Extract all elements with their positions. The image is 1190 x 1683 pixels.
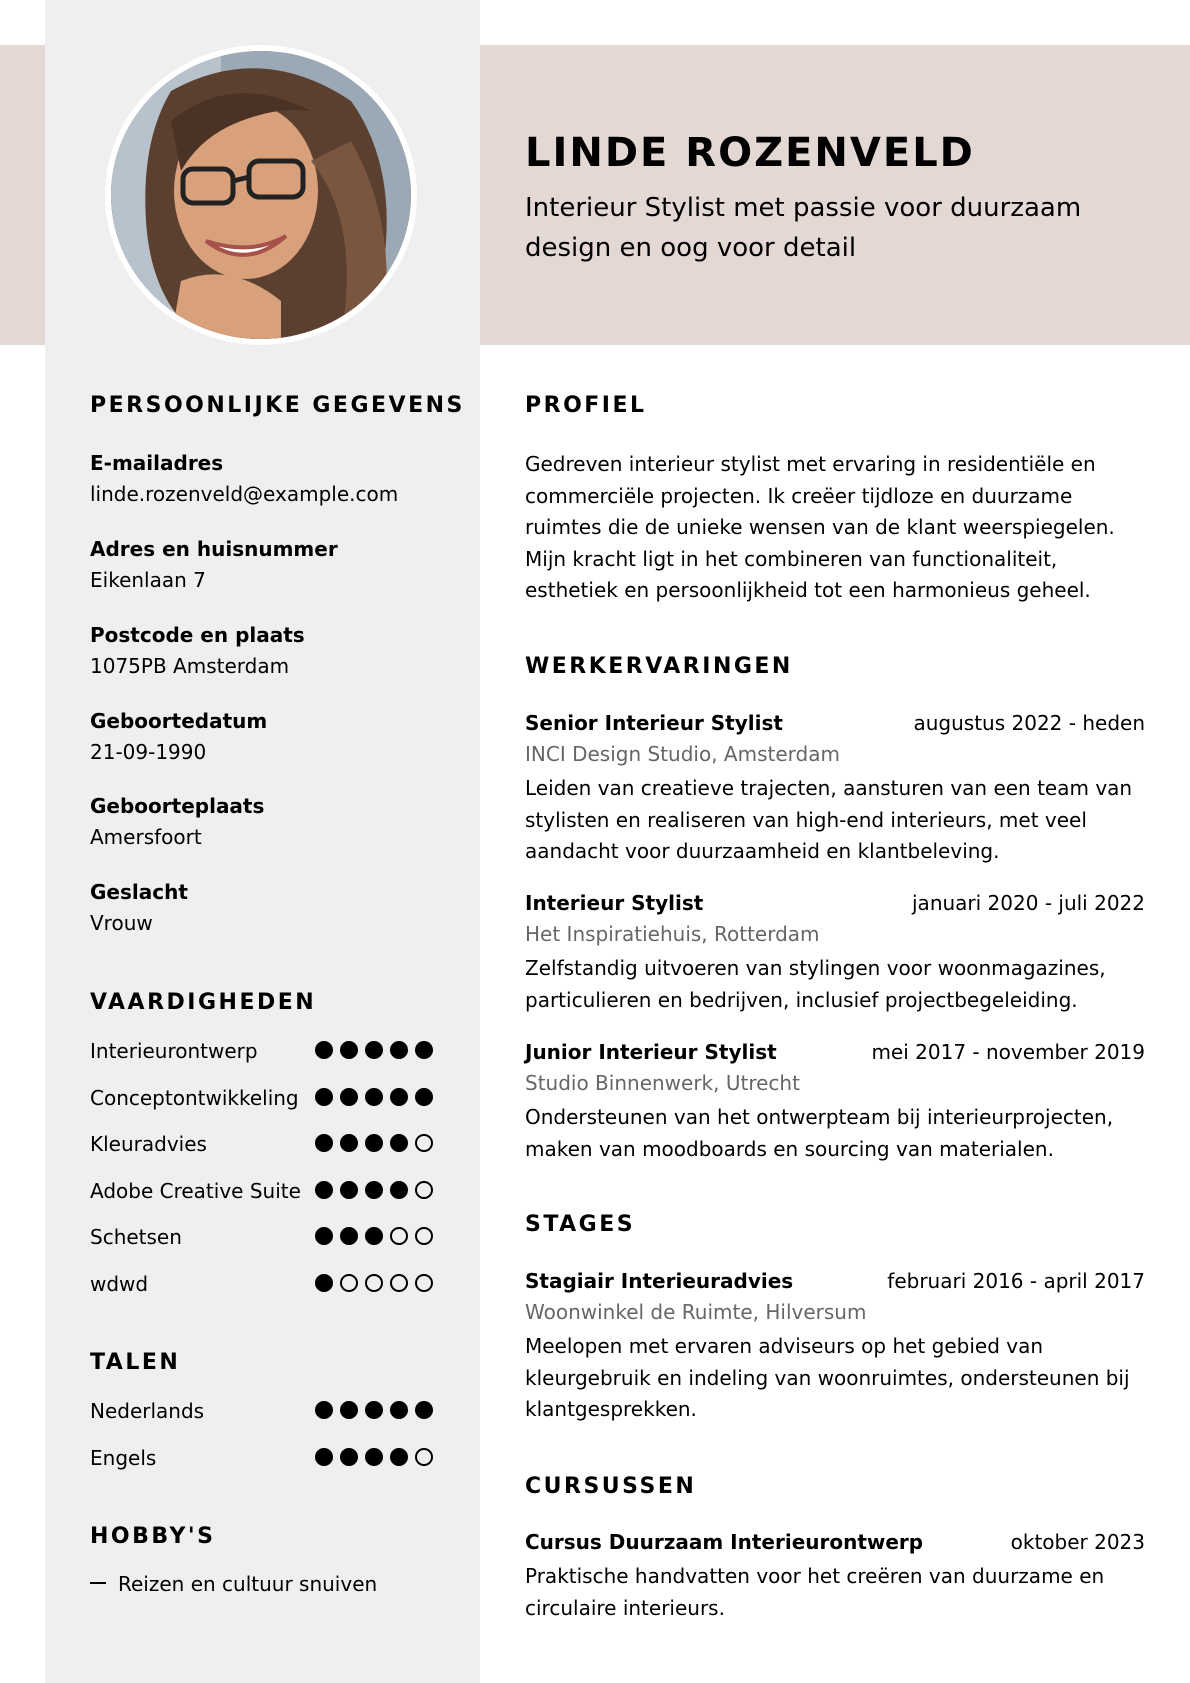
course-date: oktober 2023 bbox=[1010, 1530, 1145, 1554]
filled-dot-icon bbox=[415, 1401, 433, 1419]
skill-row bbox=[90, 1179, 435, 1209]
filled-dot-icon bbox=[365, 1134, 383, 1152]
skills-heading: VAARDIGHEDEN bbox=[90, 990, 317, 1015]
filled-dot-icon bbox=[365, 1401, 383, 1419]
job-company: Het Inspiratiehuis, Rotterdam bbox=[525, 922, 820, 946]
skill-name: wdwd bbox=[90, 1271, 149, 1296]
gender-value: Vrouw bbox=[90, 911, 153, 935]
filled-dot-icon bbox=[365, 1448, 383, 1466]
personal-heading: PERSOONLIJKE GEGEVENS bbox=[90, 393, 465, 418]
hobbies-heading: HOBBY'S bbox=[90, 1524, 216, 1549]
avatar bbox=[111, 51, 411, 339]
languages-heading: TALEN bbox=[90, 1350, 181, 1375]
profile-heading: PROFIEL bbox=[525, 393, 647, 418]
skill-row bbox=[90, 1225, 435, 1255]
profile-photo-frame bbox=[105, 45, 417, 345]
internship-title: Stagiair Interieuradvies bbox=[525, 1269, 794, 1293]
course-title: Cursus Duurzaam Interieurontwerp bbox=[525, 1530, 924, 1554]
filled-dot-icon bbox=[365, 1227, 383, 1245]
filled-dot-icon bbox=[340, 1181, 358, 1199]
birthplace-value: Amersfoort bbox=[90, 825, 202, 849]
filled-dot-icon bbox=[390, 1134, 408, 1152]
birthdate-value: 21-09-1990 bbox=[90, 740, 207, 764]
internship-date: februari 2016 - april 2017 bbox=[887, 1269, 1145, 1293]
filled-dot-icon bbox=[315, 1401, 333, 1419]
birthdate-label: Geboortedatum bbox=[90, 709, 268, 733]
skill-rating bbox=[315, 1041, 440, 1063]
birthplace-label: Geboorteplaats bbox=[90, 794, 265, 818]
job-company: INCI Design Studio, Amsterdam bbox=[525, 742, 840, 766]
skill-name: Interieurontwerp bbox=[90, 1039, 258, 1063]
internship-description: Meelopen met ervaren adviseurs op het gebied van kleurgebruik en indeling van woonruimtes, ondersteunen bij klantgesprekken. bbox=[525, 1334, 1130, 1421]
course-description: Praktische handvatten voor het creëren van duurzame en circulaire interieurs. bbox=[525, 1564, 1105, 1620]
language-rating bbox=[315, 1401, 440, 1423]
dash-icon bbox=[90, 1582, 106, 1584]
filled-dot-icon bbox=[315, 1227, 333, 1245]
filled-dot-icon bbox=[390, 1401, 408, 1419]
skill-name: Kleuradvies bbox=[90, 1132, 207, 1156]
postcode-label: Postcode en plaats bbox=[90, 623, 305, 647]
job-title: Senior Interieur Stylist bbox=[525, 711, 783, 735]
filled-dot-icon bbox=[365, 1181, 383, 1199]
job-date: augustus 2022 - heden bbox=[913, 711, 1145, 735]
skill-row bbox=[90, 1039, 435, 1069]
empty-dot-icon bbox=[415, 1181, 433, 1199]
header-band-left bbox=[0, 45, 45, 345]
filled-dot-icon bbox=[315, 1041, 333, 1059]
address-value: Eikenlaan 7 bbox=[90, 568, 206, 592]
profile-text: Gedreven interieur stylist met ervaring in residentiële en commerciële projecten. Ik creëer tijdloze en duurzame ruimtes die de unieke wensen van de klant weerspiegelen. Mijn kracht ligt in het combineren van functionaliteit, esthetiek en persoonlijkheid tot een harmonieus geheel. bbox=[525, 452, 1115, 602]
filled-dot-icon bbox=[365, 1041, 383, 1059]
filled-dot-icon bbox=[390, 1088, 408, 1106]
skill-rating bbox=[315, 1227, 440, 1249]
hobby-item bbox=[90, 1572, 377, 1596]
filled-dot-icon bbox=[340, 1448, 358, 1466]
filled-dot-icon bbox=[340, 1041, 358, 1059]
skill-name: Adobe Creative Suite bbox=[90, 1178, 301, 1203]
filled-dot-icon bbox=[315, 1181, 333, 1199]
internships-heading: STAGES bbox=[525, 1212, 636, 1237]
postcode-value: 1075PB Amsterdam bbox=[90, 654, 290, 678]
filled-dot-icon bbox=[340, 1088, 358, 1106]
portrait-illustration bbox=[111, 51, 411, 339]
filled-dot-icon bbox=[365, 1088, 383, 1106]
filled-dot-icon bbox=[390, 1041, 408, 1059]
empty-dot-icon bbox=[415, 1274, 433, 1292]
job-title: Junior Interieur Stylist bbox=[525, 1040, 777, 1064]
language-row bbox=[90, 1399, 435, 1429]
empty-dot-icon bbox=[365, 1274, 383, 1292]
email-value: linde.rozenveld@example.com bbox=[90, 482, 399, 506]
internship-company: Woonwinkel de Ruimte, Hilversum bbox=[525, 1300, 867, 1324]
job-title: Interieur Stylist bbox=[525, 891, 704, 915]
filled-dot-icon bbox=[340, 1401, 358, 1419]
filled-dot-icon bbox=[390, 1448, 408, 1466]
gender-label: Geslacht bbox=[90, 880, 188, 904]
job-description: Ondersteunen van het ontwerpteam bij interieurprojecten, maken van moodboards en sourcing van materialen. bbox=[525, 1105, 1114, 1161]
candidate-tagline: Interieur Stylist met passie voor duurzaam design en oog voor detail bbox=[525, 193, 1082, 263]
job-date: mei 2017 - november 2019 bbox=[871, 1040, 1145, 1064]
job-description: Zelfstandig uitvoeren van stylingen voor woonmagazines, particulieren en bedrijven, inclusief projectbegeleiding. bbox=[525, 956, 1106, 1012]
address-label: Adres en huisnummer bbox=[90, 537, 338, 561]
filled-dot-icon bbox=[315, 1448, 333, 1466]
skill-rating bbox=[315, 1088, 440, 1110]
language-rating bbox=[315, 1448, 440, 1470]
empty-dot-icon bbox=[390, 1227, 408, 1245]
skill-rating bbox=[315, 1181, 440, 1203]
filled-dot-icon bbox=[340, 1134, 358, 1152]
work-heading: WERKERVARINGEN bbox=[525, 654, 793, 679]
skill-rating bbox=[315, 1134, 440, 1156]
courses-heading: CURSUSSEN bbox=[525, 1474, 697, 1499]
empty-dot-icon bbox=[340, 1274, 358, 1292]
skill-row bbox=[90, 1086, 435, 1116]
filled-dot-icon bbox=[415, 1041, 433, 1059]
language-row bbox=[90, 1446, 435, 1476]
candidate-name: LINDE ROZENVELD bbox=[525, 130, 975, 176]
skill-row bbox=[90, 1272, 435, 1302]
filled-dot-icon bbox=[315, 1088, 333, 1106]
job-description: Leiden van creatieve trajecten, aansturen van een team van stylisten en realiseren van high-end interieurs, met veel aandacht voor duurzaamheid en klantbeleving. bbox=[525, 776, 1133, 863]
empty-dot-icon bbox=[415, 1448, 433, 1466]
filled-dot-icon bbox=[315, 1274, 333, 1292]
skill-row bbox=[90, 1132, 435, 1162]
email-label: E-mailadres bbox=[90, 451, 224, 475]
filled-dot-icon bbox=[390, 1181, 408, 1199]
skill-name: Conceptontwikkeling bbox=[90, 1085, 299, 1110]
empty-dot-icon bbox=[415, 1134, 433, 1152]
empty-dot-icon bbox=[390, 1274, 408, 1292]
filled-dot-icon bbox=[340, 1227, 358, 1245]
language-name: Engels bbox=[90, 1445, 157, 1470]
skill-name: Schetsen bbox=[90, 1225, 182, 1249]
job-date: januari 2020 - juli 2022 bbox=[912, 891, 1145, 915]
skill-rating bbox=[315, 1274, 440, 1296]
hobby-label: Reizen en cultuur snuiven bbox=[118, 1572, 378, 1596]
empty-dot-icon bbox=[415, 1227, 433, 1245]
language-name: Nederlands bbox=[90, 1399, 205, 1423]
job-company: Studio Binnenwerk, Utrecht bbox=[525, 1071, 800, 1095]
filled-dot-icon bbox=[415, 1088, 433, 1106]
filled-dot-icon bbox=[315, 1134, 333, 1152]
